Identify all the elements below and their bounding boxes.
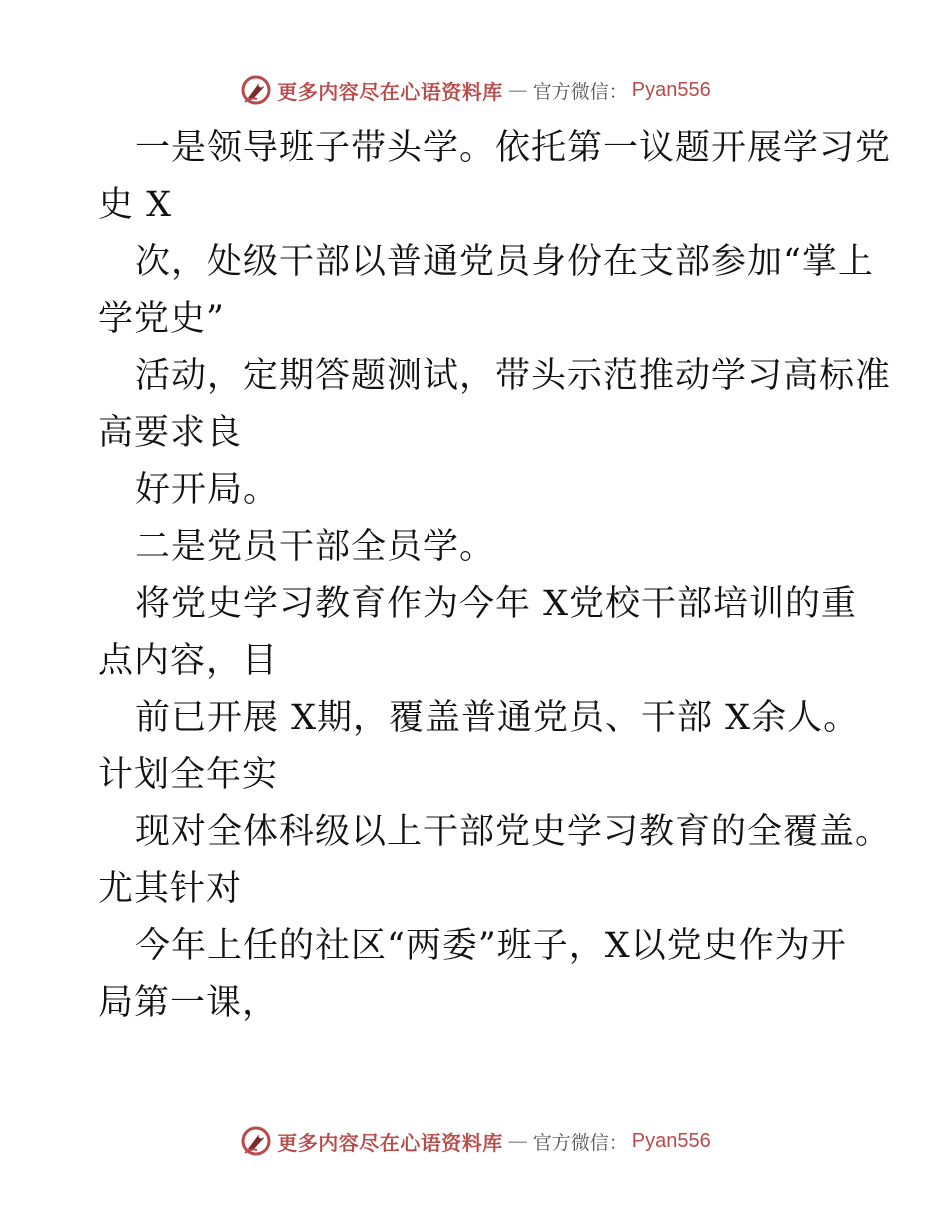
header-banner-content [239, 73, 710, 107]
document-body [98, 120, 892, 1032]
body-line: 尤其针对 [98, 869, 243, 909]
body-line: 学党史” [98, 299, 225, 339]
footer-wechat-id: Pyan556 [631, 1129, 711, 1152]
header-wechat-id: Pyan556 [631, 78, 711, 101]
body-line: 活动，定期答题测试，带头示范推动学习高标准 [135, 356, 892, 396]
body-line: 史 X [98, 185, 173, 225]
header-brand-text: 更多内容尽在心语资料库 [277, 79, 503, 104]
body-line: 点内容，目 [98, 641, 279, 681]
body-line: 前已开展 X期，覆盖普通党员、干部 X余人。 [135, 698, 860, 738]
body-line: 次，处级干部以普通党员身份在支部参加“掌上 [135, 242, 874, 282]
footer-brand-text: 更多内容尽在心语资料库 [277, 1130, 503, 1155]
body-line: 局第一课， [98, 983, 279, 1023]
footer-banner [0, 1121, 950, 1161]
body-line: 今年上任的社区“两委”班子，X以党史作为开 [135, 926, 847, 966]
footer-separator: — [507, 1129, 528, 1153]
footer-wechat-label: 官方微信： [532, 1131, 628, 1154]
header-banner [0, 70, 950, 110]
body-line: 一是领导班子带头学。依托第一议题开展学习党 [135, 128, 892, 168]
body-line: 高要求良 [98, 413, 243, 453]
brand-logo-icon [239, 1124, 273, 1158]
brand-logo-icon [239, 73, 273, 107]
header-wechat-label: 官方微信： [532, 80, 628, 103]
body-line: 好开局。 [135, 470, 280, 510]
body-line: 将党史学习教育作为今年 X党校干部培训的重 [135, 584, 858, 624]
footer-banner-content [239, 1124, 710, 1158]
body-line: 二是党员干部全员学。 [135, 527, 496, 567]
body-line: 计划全年实 [98, 755, 279, 795]
header-separator: — [507, 78, 528, 102]
body-line: 现对全体科级以上干部党史学习教育的全覆盖。 [135, 812, 892, 852]
